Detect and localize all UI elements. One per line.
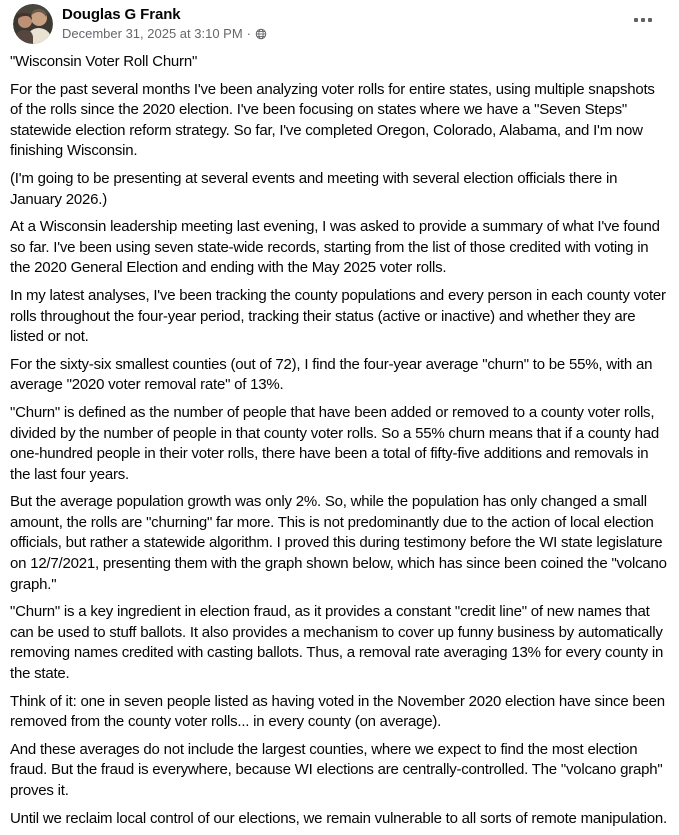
avatar[interactable]	[13, 4, 53, 44]
post-paragraph: For the sixty-six smallest counties (out of 72), I find the four-year average "churn" to be 55%, with an average "2020 voter removal rate" of 13%.	[10, 355, 653, 394]
meta-separator: ·	[246, 26, 252, 41]
post-header-text	[62, 4, 667, 42]
post-paragraph: For the past several months I've been analyzing voter rolls for entire states, using multiple snapshots of the rolls since the 2020 election. I've been focusing on states where we have a "Seven Steps" statewide election reform strategy. So far, I've completed Oregon, Colorado, Alabama, and I'm now finishing Wisconsin.	[10, 80, 655, 160]
post-title-line: "Wisconsin Voter Roll Churn"	[10, 53, 198, 70]
post-meta	[62, 26, 667, 42]
post-paragraph: But the average population growth was only 2%. So, while the population has only changed a small amount, the rolls are "churning" far more. This is not predominantly due to the action of local election officials, but rather a statewide algorithm. I proved this during testimony before the WI state legislature on 12/7/2021, presenting them with the graph shown below, which has since been coined the "volcano graph."	[10, 493, 667, 593]
post-paragraph: And these averages do not include the largest counties, where we expect to find the most election fraud. But the fraud is everywhere, because WI elections are centrally-controlled. The "volcano graph" proves it.	[10, 740, 663, 799]
horizontal-ellipsis-icon	[634, 18, 652, 22]
more-options-button[interactable]	[627, 8, 659, 32]
post-header	[0, 0, 679, 50]
post-paragraph: Until we reclaim local control of our elections, we remain vulnerable to all sorts of remote manipulation.	[10, 809, 667, 827]
post-paragraph: Think of it: one in seven people listed as having voted in the November 2020 election have since been removed from the county voter rolls... in every county (on average).	[10, 692, 665, 731]
post-paragraph: "Churn" is defined as the number of people that have been added or removed to a county voter rolls, divided by the number of people in that county voter rolls. So a 55% churn means that if a county had one-hundred people in their voter rolls, there have been a total of fifty-five additions and removals in the last four years.	[10, 403, 660, 483]
profile-photo-icon	[13, 4, 53, 44]
timestamp[interactable]: December 31, 2025 at 3:10 PM	[62, 26, 243, 41]
globe-icon	[255, 28, 267, 40]
post-paragraph: (I'm going to be presenting at several events and meeting with several election officials there in January 2026.)	[10, 169, 618, 208]
post-paragraph: At a Wisconsin leadership meeting last evening, I was asked to provide a summary of what I've found so far. I've been using seven state-wide records, starting from the list of those credited with voting in the 2020 General Election and ending with the May 2025 voter rolls.	[10, 218, 660, 277]
post-paragraph: In my latest analyses, I've been tracking the county populations and every person in each county voter rolls throughout the four-year period, tracking their status (active or inactive) and whether they are listed or not.	[10, 286, 666, 346]
author-name[interactable]: Douglas G Frank	[62, 6, 181, 23]
post-paragraph: "Churn" is a key ingredient in election fraud, as it provides a constant "credit line" of new names that can be used to stuff ballots. It also provides a mechanism to cover up funny business by automatically removing names credited with casting ballots. Thus, a removal rate averaging 13% for every county in the state.	[10, 603, 664, 683]
post-body	[0, 50, 679, 829]
